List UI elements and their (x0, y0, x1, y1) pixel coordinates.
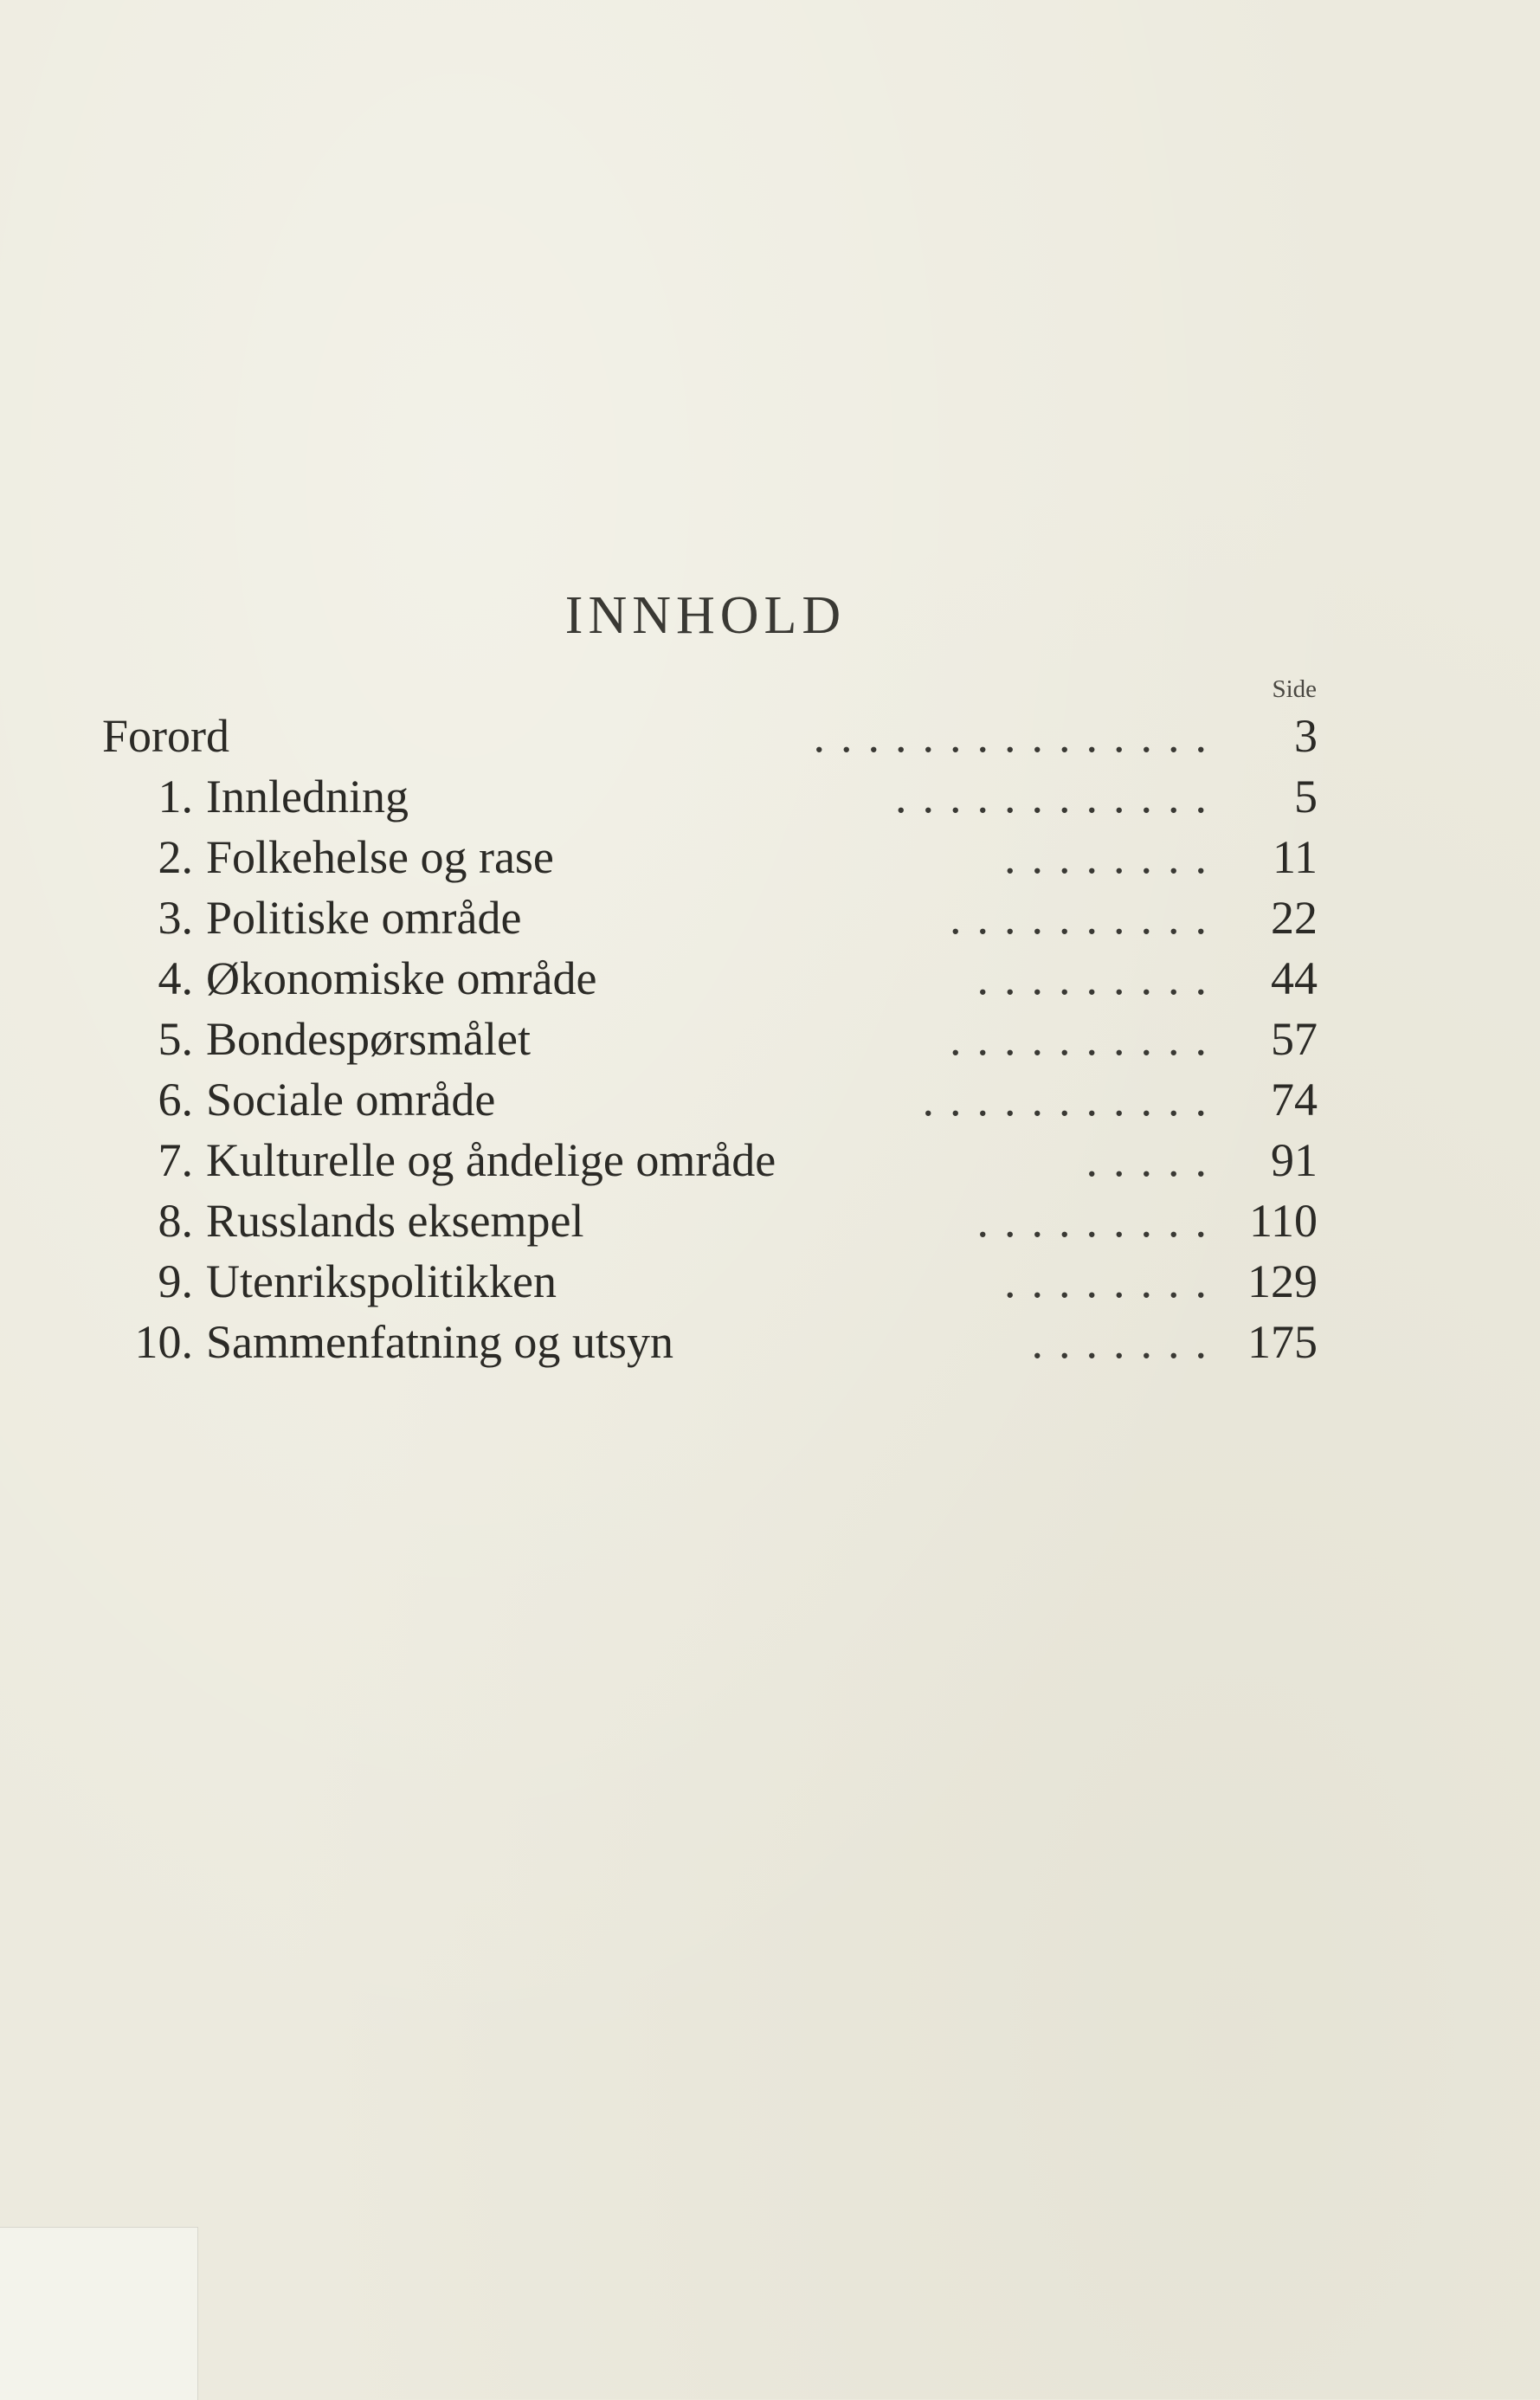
toc-chapter-number: 7. (158, 1134, 193, 1186)
toc-entry-9 (102, 1251, 1318, 1312)
table-of-contents (102, 706, 1318, 1372)
toc-leader-dots: ....... (1031, 1316, 1222, 1368)
toc-entry-2 (102, 827, 1318, 887)
toc-entry-1 (102, 766, 1318, 827)
toc-leader-dots: ........ (1004, 831, 1222, 883)
toc-leader-dots: ........... (922, 1074, 1222, 1126)
toc-entry-title: Bondespørsmålet (206, 1013, 531, 1065)
toc-chapter-number: 5. (158, 1013, 193, 1065)
toc-entry-3 (102, 887, 1318, 948)
toc-entry-title: Økonomiske område (206, 952, 597, 1004)
toc-page-number: 44 (1271, 952, 1318, 1004)
toc-entry-title: Folkehelse og rase (206, 831, 554, 883)
toc-page-number: 22 (1271, 892, 1318, 944)
toc-entry-title: Sammenfatning og utsyn (206, 1316, 673, 1368)
toc-entry-6 (102, 1069, 1318, 1130)
toc-page-number: 3 (1294, 710, 1318, 762)
toc-chapter-number: 6. (158, 1074, 193, 1126)
toc-page-number: 5 (1294, 771, 1318, 823)
toc-leader-dots: .......... (950, 892, 1222, 944)
toc-page-number: 91 (1271, 1134, 1318, 1186)
toc-chapter-number: 1. (158, 771, 193, 823)
toc-chapter-number: 3. (158, 892, 193, 944)
toc-page-number: 11 (1273, 831, 1318, 883)
toc-entry-title: Innledning (206, 771, 409, 823)
toc-leader-dots: .......... (950, 1013, 1222, 1065)
toc-page-number: 74 (1271, 1074, 1318, 1126)
toc-entry-forord (102, 706, 1318, 766)
toc-entry-title: Utenrikspolitikken (206, 1255, 557, 1307)
toc-page-number: 175 (1247, 1316, 1318, 1368)
toc-entry-title: Kulturelle og åndelige område (206, 1134, 776, 1186)
paper-tape-mark (0, 2227, 198, 2400)
toc-leader-dots: ........ (1004, 1255, 1222, 1307)
toc-entry-title: Sociale område (206, 1074, 496, 1126)
toc-chapter-number: 9. (158, 1255, 193, 1307)
toc-page-number: 129 (1247, 1255, 1318, 1307)
toc-page-number: 57 (1271, 1013, 1318, 1065)
toc-entry-8 (102, 1190, 1318, 1251)
toc-chapter-number: 10. (134, 1316, 193, 1368)
page-title: INNHOLD (564, 586, 847, 645)
toc-leader-dots: ......... (976, 952, 1222, 1004)
toc-leader-dots: ............ (895, 771, 1222, 823)
toc-leader-dots: ......... (976, 1195, 1222, 1247)
toc-entry-5 (102, 1009, 1318, 1069)
toc-entry-title: Forord (102, 710, 229, 762)
toc-entry-10 (102, 1312, 1318, 1372)
toc-chapter-number: 4. (158, 952, 193, 1004)
toc-leader-dots: ..... (1086, 1134, 1222, 1186)
toc-entry-4 (102, 948, 1318, 1009)
toc-chapter-number: 8. (158, 1195, 193, 1247)
toc-page-number: 110 (1249, 1195, 1318, 1247)
page-column-label: Side (1272, 675, 1317, 703)
toc-entry-title: Politiske område (206, 892, 522, 944)
toc-leader-dots: ............... (813, 710, 1222, 762)
toc-entry-7 (102, 1130, 1318, 1190)
toc-entry-title: Russlands eksempel (206, 1195, 584, 1247)
toc-chapter-number: 2. (158, 831, 193, 883)
